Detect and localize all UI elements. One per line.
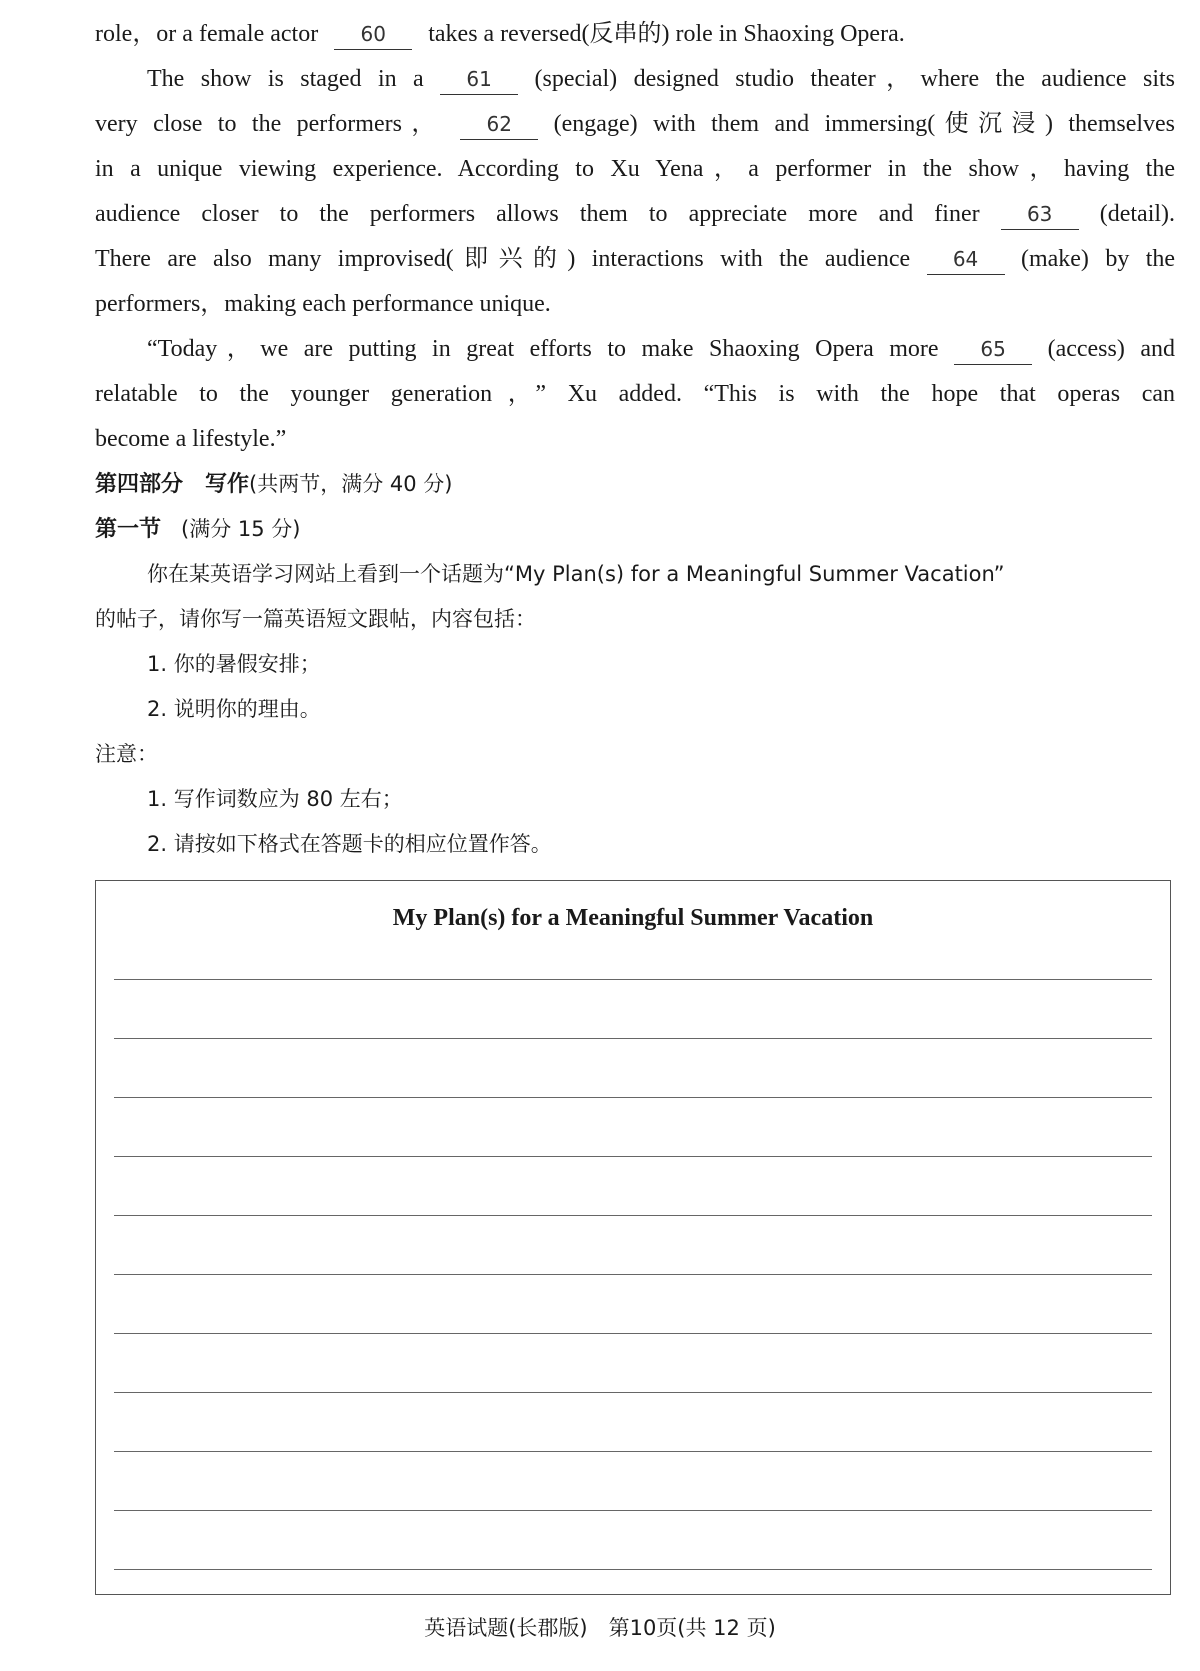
passage-text: role，or a female actor bbox=[95, 21, 319, 47]
passage-text: (access) and bbox=[1047, 336, 1175, 362]
writing-rule bbox=[114, 1038, 1152, 1039]
passage-text: (detail). bbox=[1099, 201, 1176, 227]
requirement-item bbox=[147, 642, 1175, 687]
passage-text: (engage) with them and immersing(使沉浸) themselves bbox=[553, 111, 1176, 137]
writing-rule bbox=[114, 1333, 1152, 1334]
passage-text: There are also many improvised(即兴的) interactions with the audience bbox=[95, 246, 911, 272]
note-item bbox=[147, 777, 1175, 822]
blank-63: 63 bbox=[1001, 199, 1079, 230]
part-title: 第四部分 写作 bbox=[95, 472, 250, 497]
blank-64: 64 bbox=[927, 244, 1005, 275]
blank-62: 62 bbox=[460, 109, 538, 140]
writing-rule bbox=[114, 1156, 1152, 1157]
writing-rule bbox=[114, 1451, 1152, 1452]
blank-60: 60 bbox=[334, 19, 412, 50]
passage-text: takes a reversed(反串的) role in Shaoxing Opera. bbox=[428, 21, 905, 47]
page-footer: 英语试题(长郡版) 第10页(共 12 页) bbox=[424, 1616, 776, 1640]
writing-rule bbox=[114, 979, 1152, 980]
part-subtitle: (共两节，满分 40 分) bbox=[249, 472, 453, 496]
passage-line bbox=[95, 192, 1175, 237]
requirement-text: 1. 你的暑假安排； bbox=[147, 652, 321, 676]
prompt-text: 你在某英语学习网站上看到一个话题为“My Plan(s) for a Meaningful Summer Vacation” bbox=[147, 562, 1005, 586]
requirement-item bbox=[147, 687, 1175, 732]
passage-text: The show is staged in a bbox=[147, 66, 424, 92]
answer-box bbox=[95, 880, 1171, 1595]
section-title: 第一节 bbox=[95, 517, 162, 542]
blank-61: 61 bbox=[440, 64, 518, 95]
writing-rule bbox=[114, 1510, 1152, 1511]
writing-rule bbox=[114, 1569, 1152, 1570]
section-heading bbox=[95, 507, 1175, 552]
passage-line: relatable to the younger generation，” Xu added. “This is with the hope that operas can bbox=[95, 381, 1175, 407]
prompt-line bbox=[95, 597, 1175, 642]
passage-text: “Today，we are putting in great efforts to make Shaoxing Opera more bbox=[147, 336, 939, 362]
passage-text: (make) by the bbox=[1020, 246, 1176, 272]
requirement-text: 2. 说明你的理由。 bbox=[147, 697, 321, 721]
passage-line: become a lifestyle.” bbox=[95, 426, 287, 452]
writing-rule bbox=[114, 1097, 1152, 1098]
passage-text: (special) designed studio theater，where the audience sits bbox=[534, 66, 1176, 92]
note-label-text: 注意： bbox=[95, 742, 158, 766]
passage-line bbox=[95, 237, 1175, 282]
passage-text: audience closer to the performers allows them to appreciate more and finer bbox=[95, 201, 980, 227]
passage-line bbox=[95, 12, 1175, 57]
prompt-text: 的帖子，请你写一篇英语短文跟帖，内容包括： bbox=[95, 607, 536, 631]
passage-line bbox=[147, 57, 1175, 102]
passage-line: in a unique viewing experience. According to Xu Yena，a performer in the show，having the bbox=[95, 156, 1175, 182]
writing-rule bbox=[114, 1274, 1152, 1275]
passage-line bbox=[147, 327, 1175, 372]
note-item bbox=[147, 822, 1175, 867]
passage-line bbox=[95, 102, 1175, 147]
writing-rule bbox=[114, 1215, 1152, 1216]
writing-rule bbox=[114, 1392, 1152, 1393]
section-subtitle: (满分 15 分) bbox=[181, 517, 301, 541]
note-text: 1. 写作词数应为 80 左右； bbox=[147, 787, 403, 811]
note-label bbox=[95, 732, 1175, 777]
blank-65: 65 bbox=[954, 334, 1032, 365]
passage-line: performers，making each performance unique. bbox=[95, 291, 551, 317]
passage-text: very close to the performers， bbox=[95, 111, 445, 137]
part-heading bbox=[95, 462, 1175, 507]
prompt-line bbox=[147, 552, 1175, 597]
answer-box-title: My Plan(s) for a Meaningful Summer Vacation bbox=[392, 905, 874, 931]
note-text: 2. 请按如下格式在答题卡的相应位置作答。 bbox=[147, 832, 552, 856]
